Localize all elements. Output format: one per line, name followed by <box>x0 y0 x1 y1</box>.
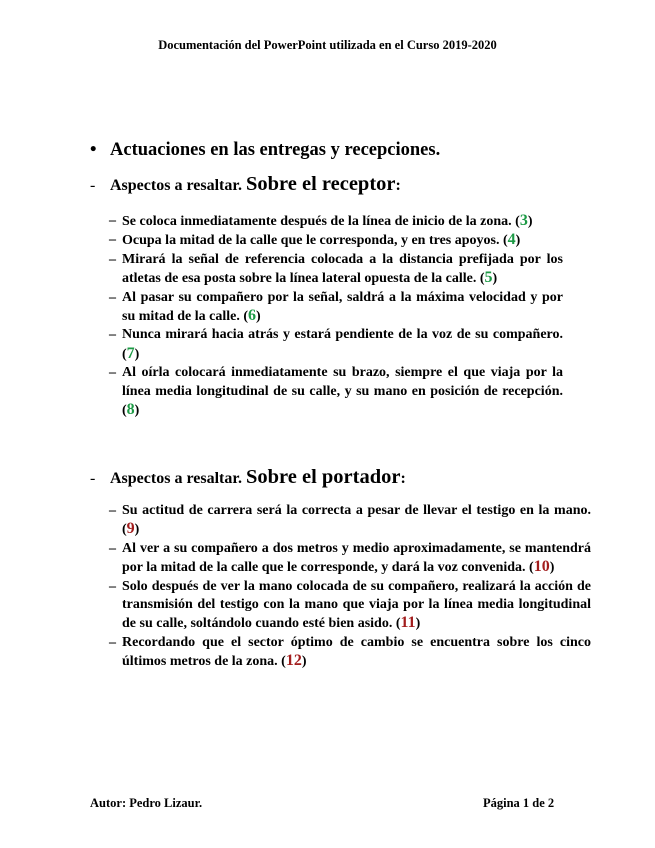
list-item-close: ) <box>301 654 307 670</box>
list-item-close: ) <box>134 403 140 419</box>
dash-marker: – <box>109 503 116 518</box>
subheading-colon: : <box>400 470 406 487</box>
dash-marker: – <box>109 540 116 556</box>
list-item <box>109 212 563 231</box>
dash-marker: – <box>109 634 116 650</box>
list-item-close: ) <box>549 560 555 576</box>
subheading-colon: : <box>395 177 401 194</box>
footer-page-number: Página 1 de 2 <box>483 796 555 810</box>
list-item <box>109 540 591 578</box>
list-item-close: ) <box>415 616 421 632</box>
dash-marker: – <box>109 365 116 381</box>
dash-marker: - <box>90 177 96 194</box>
dash-marker: – <box>109 251 116 267</box>
slide-reference-number: 8 <box>126 401 135 419</box>
slide-reference-number: 10 <box>533 558 550 576</box>
list-item-close: ) <box>134 522 140 538</box>
slide-reference-number: 4 <box>507 231 516 249</box>
subheading-prefix: Aspectos a resaltar. <box>110 470 242 487</box>
list-item-text: Se coloca inmediatamente después de la línea de inicio de la zona. ( <box>122 214 520 229</box>
list-item <box>109 578 591 634</box>
dash-marker: – <box>109 289 116 305</box>
list-item-text: Solo después de ver la mano colocada de su compañero, realizará la acción de transmisión del testigo con la mano que viaja por la línea media longitudinal de su calle, soltándolo cuando esté bien asido. ( <box>122 578 591 632</box>
slide-reference-number: 7 <box>126 344 135 362</box>
list-item-text: Al ver a su compañero a dos metros y medio aproximadamente, se mantendrá por la mitad de la calle que le corresponde, y dará la voz convenida. ( <box>122 540 591 576</box>
list-item-text: Al oírla colocará inmediatamente su brazo, siempre el que viaja por la línea media longitudinal de su calle, y su mano en posición de recepción. ( <box>122 365 563 419</box>
slide-reference-number: 5 <box>484 269 493 287</box>
section-heading <box>90 140 440 161</box>
portador-subheading <box>90 466 406 489</box>
dash-marker: – <box>109 578 116 594</box>
portador-list <box>109 502 591 672</box>
dash-marker: – <box>109 213 116 228</box>
list-item-text: Mirará la señal de referencia colocada a la distancia prefijada por los atletas de esa posta sobre la línea lateral opuesta de la calle. ( <box>122 251 563 287</box>
page-header: Documentación del PowerPoint utilizada en el Curso 2019-2020 <box>158 38 497 52</box>
list-item-text: Ocupa la mitad de la calle que le corresponda, y en tres apoyos. ( <box>122 233 508 249</box>
list-item <box>109 364 563 420</box>
list-item <box>109 251 563 289</box>
list-item-close: ) <box>492 271 498 287</box>
slide-reference-number: 3 <box>519 212 528 229</box>
list-item-text: Recordando que el sector óptimo de cambio se encuentra sobre los cinco últimos metros de la zona. ( <box>122 634 591 670</box>
list-item-text: Su actitud de carrera será la correcta a pesar de llevar el testigo en la mano. ( <box>122 503 591 538</box>
dash-marker: – <box>109 327 116 343</box>
list-item <box>109 289 563 327</box>
slide-reference-number: 6 <box>248 307 256 325</box>
dash-marker: – <box>109 232 116 248</box>
slide-reference-number: 9 <box>126 520 135 538</box>
list-item <box>109 231 563 250</box>
list-item <box>109 502 591 540</box>
footer-author: Autor: Pedro Lizaur. <box>90 796 203 810</box>
bullet-icon: • <box>90 140 97 160</box>
dash-marker: - <box>90 470 96 487</box>
receptor-subheading <box>90 173 401 196</box>
list-item <box>109 326 563 364</box>
list-item-text: Nunca mirará hacia atrás y estará pendiente de la voz de su compañero. ( <box>122 327 563 362</box>
receptor-list <box>109 212 563 420</box>
slide-reference-number: 12 <box>285 652 302 670</box>
list-item-close: ) <box>515 233 521 249</box>
list-item-close: ) <box>256 309 261 325</box>
subheading-title: Sobre el receptor <box>245 173 396 195</box>
list-item-close: ) <box>527 214 533 229</box>
section-heading-text: Actuaciones en las entregas y recepciones. <box>110 140 441 160</box>
subheading-title: Sobre el portador <box>245 466 401 488</box>
slide-reference-number: 11 <box>400 614 416 632</box>
list-item-text: Al pasar su compañero por la señal, saldrá a la máxima velocidad y por su mitad de la calle. ( <box>122 289 563 325</box>
subheading-prefix: Aspectos a resaltar. <box>110 177 242 194</box>
list-item-close: ) <box>134 346 140 362</box>
list-item <box>109 634 591 672</box>
